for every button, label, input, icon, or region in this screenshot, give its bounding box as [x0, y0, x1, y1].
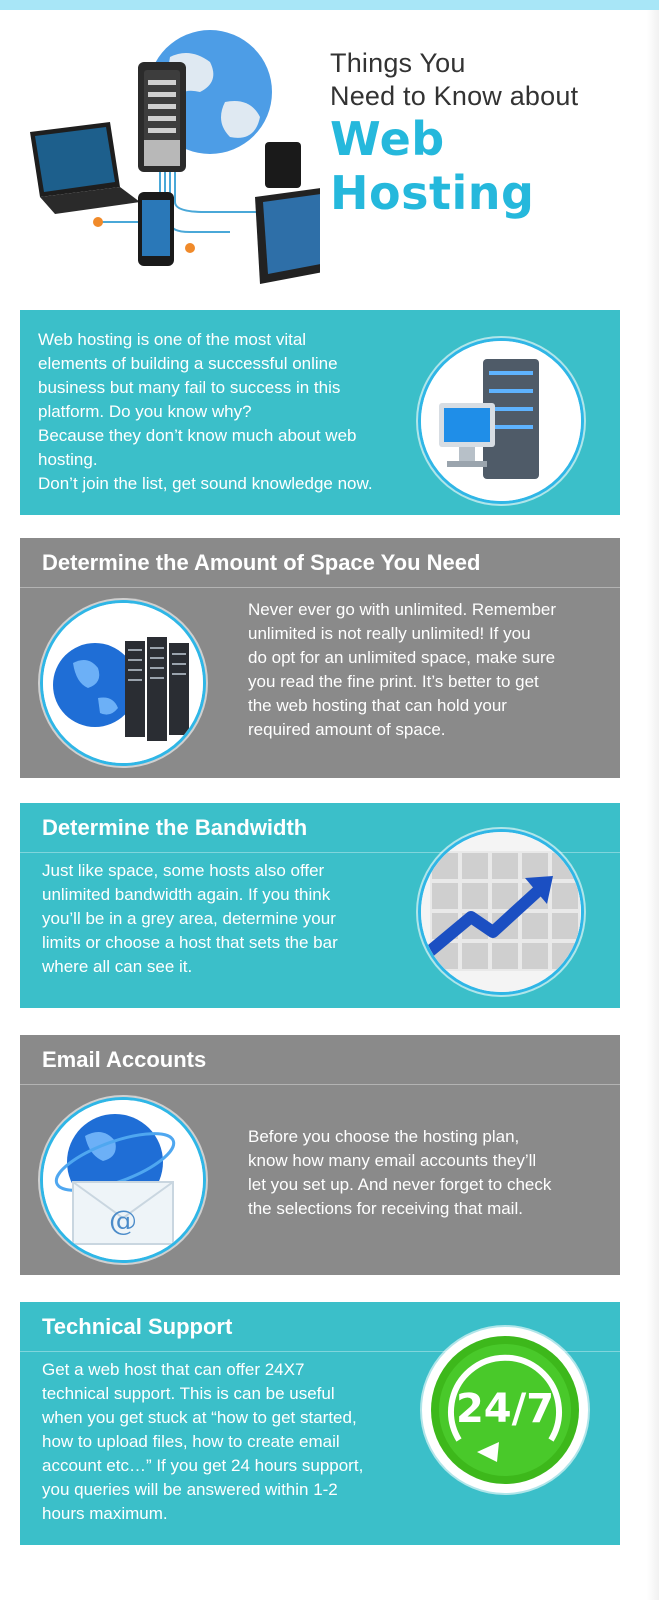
email-line: know how many email accounts they’ll [248, 1151, 537, 1170]
email-text [248, 1125, 608, 1221]
intro-panel [20, 310, 620, 515]
intro-line: Don’t join the list, get sound knowledge now. [38, 474, 373, 493]
space-text [248, 598, 608, 742]
intro-line: platform. Do you know why? [38, 402, 252, 421]
bandwidth-line: Just like space, some hosts also offer [42, 861, 325, 880]
space-line: unlimited is not really unlimited! If you [248, 624, 531, 643]
intro-line: Because they don’t know much about web [38, 426, 357, 445]
email-line: Before you choose the hosting plan, [248, 1127, 520, 1146]
globe-servers-icon [40, 600, 206, 766]
support-line: account etc…” If you get 24 hours support, [42, 1456, 364, 1475]
intro-line: elements of building a successful online [38, 354, 338, 373]
support-line: you queries will be answered within 1-2 [42, 1480, 338, 1499]
support-line: Get a web host that can offer 24X7 [42, 1360, 305, 1379]
header-title-line2: Need to Know about [330, 81, 579, 111]
intro-line: business but many fail to success in this [38, 378, 341, 397]
support-badge-text: 24/7 [455, 1386, 555, 1432]
header-title-line1: Things You [330, 48, 466, 78]
svg-text:@: @ [109, 1204, 137, 1237]
top-bar [0, 0, 659, 10]
email-line: the selections for receiving that mail. [248, 1199, 523, 1218]
space-line: do opt for an unlimited space, make sure [248, 648, 556, 667]
page-edge [647, 10, 659, 1600]
bandwidth-line: you’ll be in a grey area, determine your [42, 909, 336, 928]
intro-line: hosting. [38, 450, 98, 469]
bandwidth-line: where all can see it. [42, 957, 193, 976]
24-7-support-icon [422, 1327, 588, 1493]
support-line: technical support. This is can be useful [42, 1384, 335, 1403]
header-title-highlight: Web Hosting [330, 112, 535, 220]
bandwidth-line: unlimited bandwidth again. If you think [42, 885, 331, 904]
bandwidth-panel [20, 803, 620, 1008]
space-line: required amount of space. [248, 720, 446, 739]
email-line: let you set up. And never forget to check [248, 1175, 552, 1194]
server-monitor-icon [418, 338, 584, 504]
support-panel [20, 1302, 620, 1545]
bandwidth-text [42, 859, 412, 979]
support-line: hours maximum. [42, 1504, 168, 1523]
email-title: Email Accounts [42, 1047, 207, 1072]
support-text [42, 1358, 422, 1526]
space-line: you read the fine print. It’s better to get [248, 672, 539, 691]
devices-network-illustration [20, 22, 320, 302]
space-panel-header [20, 538, 620, 588]
globe-envelope-icon [40, 1097, 206, 1263]
email-panel-header [20, 1035, 620, 1085]
space-line: Never ever go with unlimited. Remember [248, 600, 557, 619]
email-panel [20, 1035, 620, 1275]
intro-line: Web hosting is one of the most vital [38, 330, 307, 349]
growth-arrow-icon [418, 829, 584, 995]
intro-text [38, 328, 438, 496]
support-title: Technical Support [42, 1314, 233, 1339]
space-line: the web hosting that can hold your [248, 696, 507, 715]
bandwidth-line: limits or choose a host that sets the bar [42, 933, 338, 952]
space-title: Determine the Amount of Space You Need [42, 550, 481, 575]
support-line: how to upload files, how to create email [42, 1432, 340, 1451]
support-line: when you get stuck at “how to get started, [42, 1408, 357, 1427]
space-panel [20, 538, 620, 778]
bandwidth-title: Determine the Bandwidth [42, 815, 308, 840]
